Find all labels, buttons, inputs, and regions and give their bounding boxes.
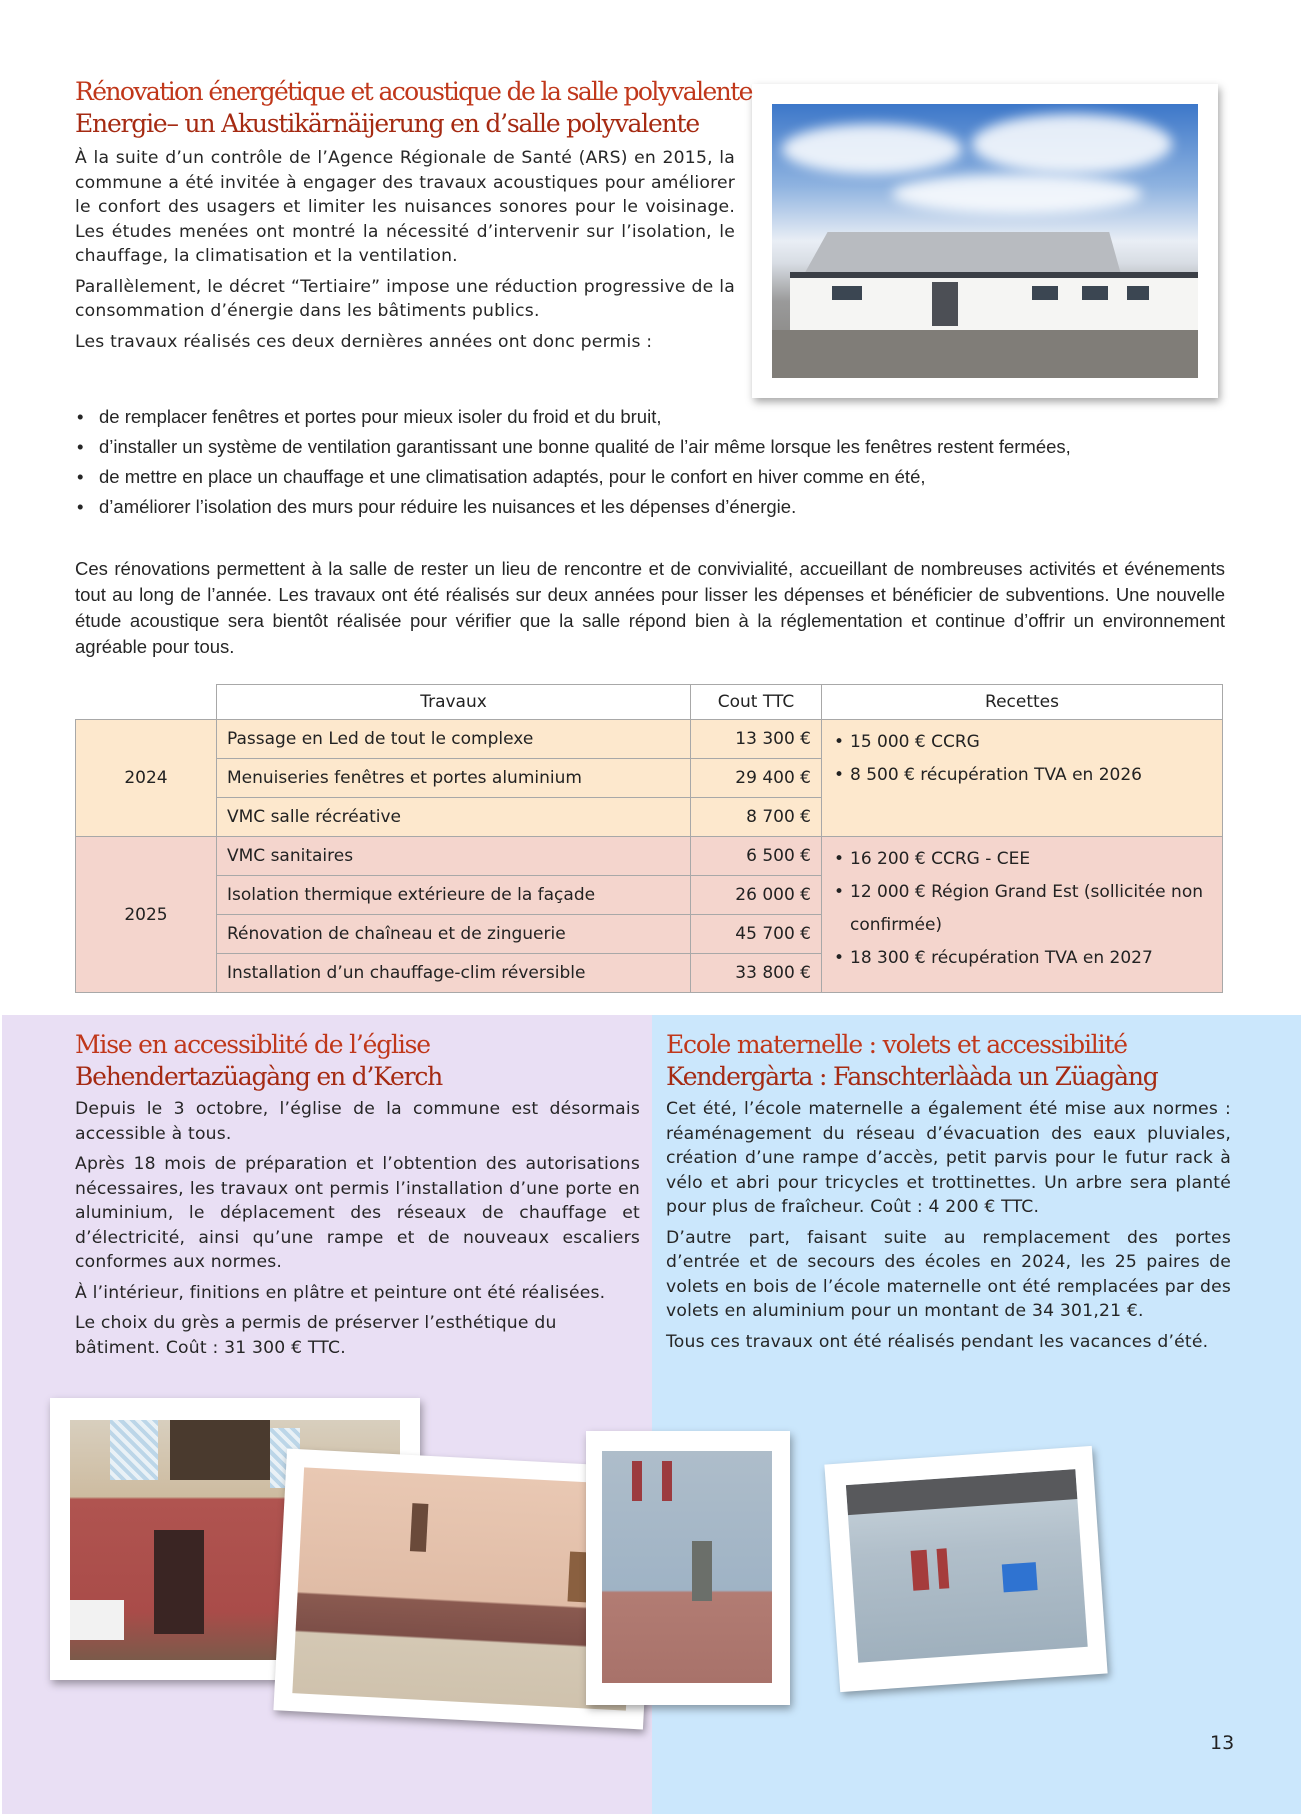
church-title-alsatian: Behendertazüagàng en d’Kerch: [75, 1062, 443, 1091]
hall-paragraph: Les travaux réalisés ces deux dernières années ont donc permis :: [75, 331, 653, 352]
list-item: • d’installer un système de ventilation garantissant une bonne qualité de l’air même lorsque les fenêtres restent fermées,: [75, 434, 1225, 460]
cost-cell: 33 800 €: [691, 954, 822, 993]
year-cell: 2025: [76, 837, 217, 993]
cost-table: [75, 684, 1223, 993]
header-works: Travaux: [217, 685, 691, 720]
school-panel: [652, 1015, 1301, 1814]
table-header-row: [76, 685, 1223, 720]
revenue-item: • 16 200 € CCRG - CEE: [832, 843, 1212, 876]
school-entrance-photo: [586, 1431, 790, 1705]
work-cell: Isolation thermique extérieure de la façade: [217, 876, 691, 915]
revenue-item: • 15 000 € CCRG: [832, 726, 1212, 759]
school-paragraph: Cet été, l’école maternelle a également été mise aux normes : réaménagement du réseau d’évacuation des eaux pluviales, création d’une rampe d’accès, petit parvis pour le futur rack à vélo et abri pour tricycles et trottinettes. Un arbre sera planté pour plus de fraîcheur. Coût : 4 200 € TTC.: [666, 1099, 1231, 1217]
header-revenue: Recettes: [822, 685, 1223, 720]
church-title: [75, 1029, 640, 1093]
cost-cell: 29 400 €: [691, 759, 822, 798]
cost-cell: 8 700 €: [691, 798, 822, 837]
hall-works-list: [75, 404, 1225, 524]
hall-intro: [75, 146, 735, 360]
work-cell: Menuiseries fenêtres et portes aluminium: [217, 759, 691, 798]
header-cost: Cout TTC: [691, 685, 822, 720]
church-paragraph: Le choix du grès a permis de préserver l’esthétique du bâtiment. Coût : 31 300 € TTC.: [75, 1313, 557, 1358]
church-title-fr: Mise en accessiblité de l’église: [75, 1030, 430, 1059]
work-cell: VMC sanitaires: [217, 837, 691, 876]
school-title: [666, 1029, 1231, 1093]
church-panel: [2, 1015, 652, 1814]
year-cell: 2024: [76, 720, 217, 837]
hall-title-alsatian: Energie– un Akustikärnäijerung en d’salle polyvalente: [75, 109, 699, 138]
cost-cell: 45 700 €: [691, 915, 822, 954]
hall-title-fr: Rénovation énergétique et acoustique de la salle polyvalente: [75, 77, 752, 106]
church-paragraph: À l’intérieur, finitions en plâtre et peinture ont été réalisées.: [75, 1282, 606, 1303]
school-title-alsatian: Kendergàrta : Fanschterlààda un Züagàng: [666, 1062, 1158, 1091]
church-paragraph: Après 18 mois de préparation et l’obtention des autorisations nécessaires, les travaux ont permis l’installation d’une porte en aluminium, le déplacement des réseaux de chauffage et d’électricité, ainsi qu’une rampe et de nouveaux escaliers conformes aux normes.: [75, 1154, 640, 1272]
church-content: [75, 1029, 640, 1366]
school-paragraph: Tous ces travaux ont été réalisés pendant les vacances d’été.: [666, 1331, 1209, 1352]
work-cell: Passage en Led de tout le complexe: [217, 720, 691, 759]
list-item: • de mettre en place un chauffage et une climatisation adaptés, pour le confort en hiver comme en été,: [75, 464, 1225, 490]
table-row: [76, 720, 1223, 759]
cost-cell: 6 500 €: [691, 837, 822, 876]
hall-closing-paragraph: Ces rénovations permettent à la salle de rester un lieu de rencontre et de convivialité, accueillant de nombreuses activités et événements tout au long de l’année. Les travaux ont été réalisés sur deux années pour lisser les dépenses et bénéficier de subventions. Une nouvelle étude acoustique sera bientôt réalisée pour vérifier que la salle répond bien à la réglementation et continue d’offrir un environnement agréable pour tous.: [75, 558, 1225, 657]
work-cell: Rénovation de chaîneau et de zinguerie: [217, 915, 691, 954]
hall-paragraph: Parallèlement, le décret “Tertiaire” impose une réduction progressive de la consommation d’énergie dans les bâtiments publics.: [75, 276, 735, 321]
table-row: [76, 837, 1223, 876]
revenue-cell: [822, 720, 1223, 837]
cost-cell: 26 000 €: [691, 876, 822, 915]
cost-cell: 13 300 €: [691, 720, 822, 759]
school-paragraph: D’autre part, faisant suite au remplacement des portes d’entrée et de secours des écoles en 2024, les 25 paires de volets en bois de l’école maternelle ont été remplacées par des volets en aluminium pour un montant de 34 301,21 €.: [666, 1227, 1231, 1321]
work-cell: VMC salle récréative: [217, 798, 691, 837]
work-cell: Installation d’un chauffage-clim réversible: [217, 954, 691, 993]
revenue-item: • 18 300 € récupération TVA en 2027: [832, 942, 1212, 975]
list-item: • d’améliorer l’isolation des murs pour réduire les nuisances et les dépenses d’énergie.: [75, 494, 1225, 520]
revenue-item: • 12 000 € Région Grand Est (sollicitée non confirmée): [832, 876, 1212, 942]
church-paragraph: Depuis le 3 octobre, l’église de la commune est désormais accessible à tous.: [75, 1099, 640, 1144]
page-number: 13: [1210, 1732, 1235, 1754]
list-item: • de remplacer fenêtres et portes pour mieux isoler du froid et du bruit,: [75, 404, 1225, 430]
hall-photo-image: [772, 104, 1198, 378]
revenue-cell: [822, 837, 1223, 993]
hall-paragraph: À la suite d’un contrôle de l’Agence Régionale de Santé (ARS) en 2015, la commune a été invitée à engager des travaux acoustiques pour améliorer le confort des usagers et limiter les nuisances sonores pour le voisinage. Les études menées ont montré la nécessité d’intervenir sur l’isolation, le chauffage, la climatisation et la ventilation.: [75, 148, 735, 266]
school-facade-photo: [824, 1446, 1107, 1692]
revenue-item: • 8 500 € récupération TVA en 2026: [832, 759, 1212, 792]
table-header-blank: [76, 685, 217, 720]
hall-title: [75, 76, 875, 140]
school-content: [666, 1029, 1231, 1360]
school-title-fr: Ecole maternelle : volets et accessibilité: [666, 1030, 1127, 1059]
